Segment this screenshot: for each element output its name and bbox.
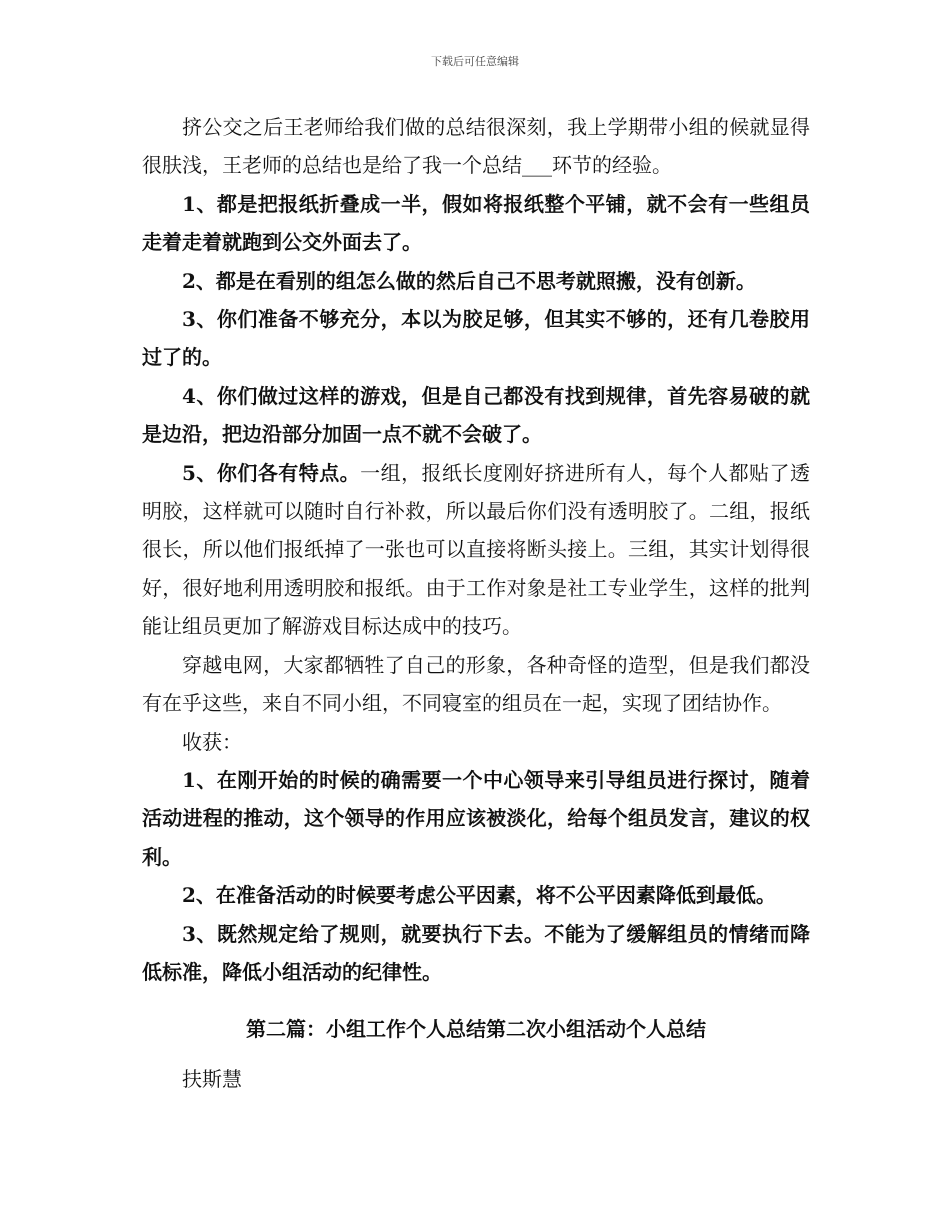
section-title: 第二篇：小组工作个人总结第二次小组活动个人总结 [246,1017,706,1042]
point-5 [142,454,810,646]
intro-paragraph: 挤公交之后王老师给我们做的总结很深刻，我上学期带小组的候就显得很肤浅，王老师的总结也是给了我一个总结___环节的经验。 [142,115,810,178]
point-3: 3、你们准备不够充分，本以为胶足够，但其实不够的，还有几卷胶用过了的。 [142,307,810,370]
gain-2: 2、在准备活动的时候要考虑公平因素，将不公平因素降低到最低。 [182,883,776,908]
gains-label: 收获： [182,729,242,754]
point-4: 4、你们做过这样的游戏，但是自己都没有找到规律，首先容易破的就是边沿，把边沿部分加固一点不就不会破了。 [142,383,810,447]
crossing-paragraph: 穿越电网，大家都牺牲了自己的形象，各种奇怪的造型，但是我们都没有在乎这些，来自不同小组，不同寝室的组员在一起，实现了团结协作。 [142,652,810,716]
point-1: 1、都是把报纸折叠成一半，假如将报纸整个平铺，就不会有一些组员走着走着就跑到公交外面去了。 [142,191,810,255]
author-name: 扶斯慧 [182,1066,242,1091]
point-5-body: 一组，报纸长度刚好挤进所有人，每个人都贴了透明胶，这样就可以随时自行补救，所以最后你们没有透明胶了。二组，报纸很长，所以他们报纸掉了一张也可以直接将断头接上。三组，其实计划得很好，很好地利用透明胶和报纸。由于工作对象是社工专业学生，这样的批判能让组员更加了解游戏目标达成中的技巧。 [142,460,810,639]
document-body [142,108,810,1098]
gain-1: 1、在刚开始的时候的确需要一个中心领导来引导组员进行探讨，随着活动进程的推动，这个领导的作用应该被淡化，给每个组员发言，建议的权利。 [142,767,810,869]
page-header-note: 下载后可任意编辑 [431,55,519,68]
point-2: 2、都是在看别的组怎么做的然后自己不思考就照搬，没有创新。 [182,268,756,293]
gain-3: 3、既然规定给了规则，就要执行下去。不能为了缓解组员的情绪而降低标准，降低小组活动的纪律性。 [142,921,810,984]
point-5-lead: 5、你们各有特点。 [182,460,361,485]
